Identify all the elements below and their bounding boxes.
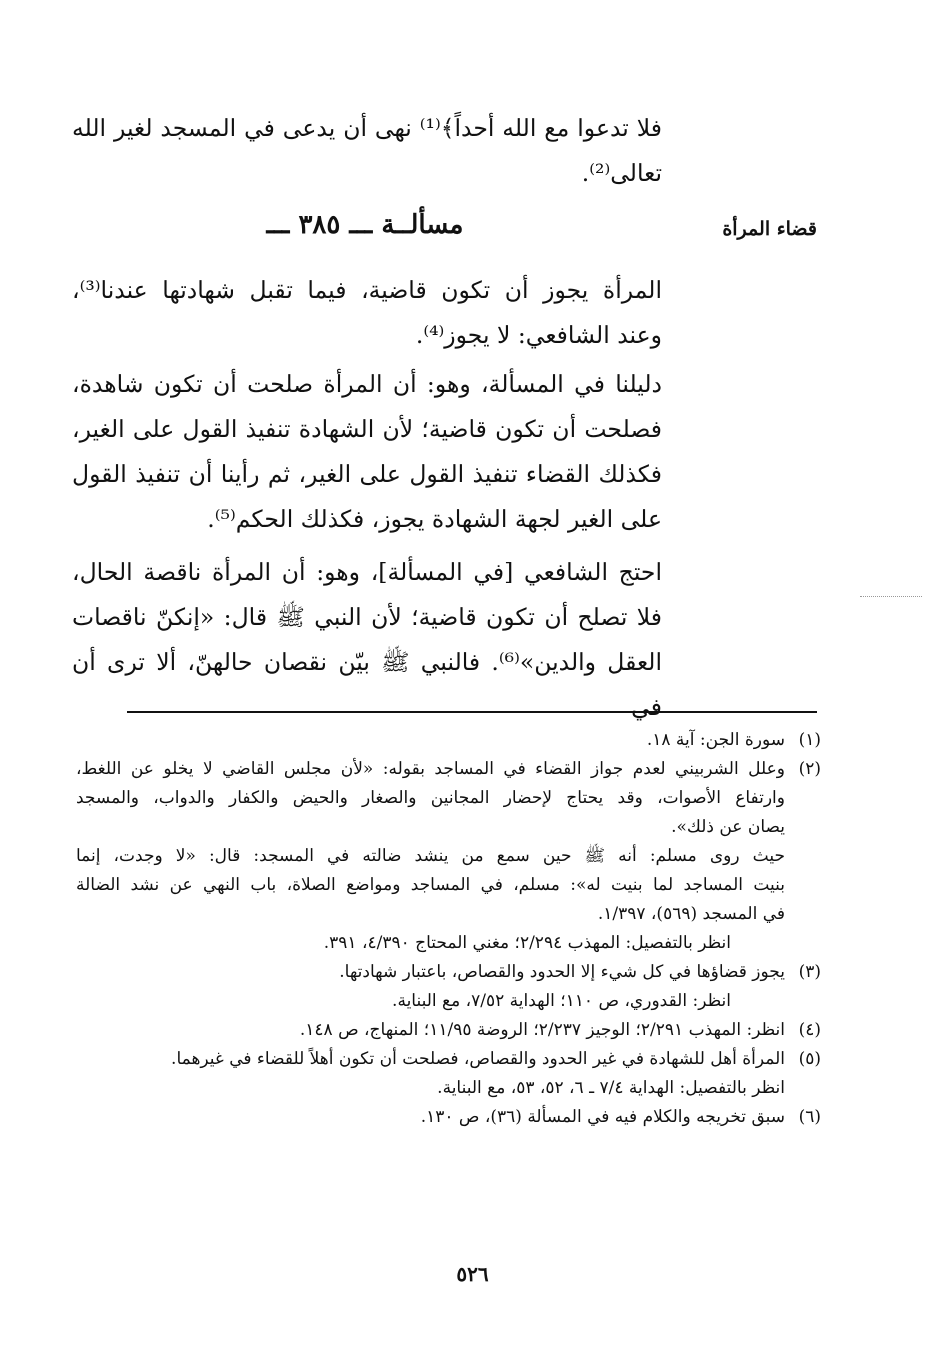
footnote bbox=[76, 1016, 821, 1045]
footnote-line: انظر بالتفصيل: الهداية ٧/٤ ـ ٦، ٥٢، ٥٣، مع البناية. bbox=[437, 1078, 785, 1098]
footnote bbox=[76, 987, 821, 1016]
paragraph-text bbox=[72, 362, 662, 542]
text-line: فكذلك القضاء تنفيذ القول على الغير، ثم رأينا أن تنفيذ القول bbox=[72, 460, 662, 488]
text-line: احتج الشافعي [في المسألة]، وهو: أن المرأة ناقصة الحال، bbox=[72, 558, 662, 586]
footnote-line: وعلل الشربيني لعدم جواز القضاء في المساجد بقوله: «لأن مجلس القاضي لا يخلو عن اللغط، bbox=[76, 759, 785, 779]
footnote-line: انظر: المهذب ٢/٢٩١؛ الوجيز ٢/٢٣٧؛ الروضة ١١/٩٥؛ المنهاج، ص ١٤٨. bbox=[299, 1020, 785, 1040]
footnote-line: انظر: القدوري، ص ١١٠؛ الهداية ٧/٥٢، مع البناية. bbox=[392, 991, 731, 1011]
paragraph-text bbox=[72, 268, 662, 358]
text-line: دليلنا في المسألة، وهو: أن المرأة صلحت أن تكون شاهدة، bbox=[72, 370, 662, 398]
paragraph-evidence bbox=[72, 362, 662, 542]
paragraph-text bbox=[72, 106, 662, 196]
text-line: تعالى⁽²⁾. bbox=[581, 159, 662, 187]
footnote-separator bbox=[127, 711, 817, 713]
text-line: وعند الشافعي: لا يجوز⁽⁴⁾. bbox=[415, 321, 662, 349]
paragraph-statement bbox=[72, 268, 662, 358]
footnote bbox=[76, 1074, 821, 1103]
footnote bbox=[76, 929, 821, 958]
text-line: فلا تصلح أن تكون قاضية؛ لأن النبي ﷺ قال: «إنكنّ ناقصات bbox=[72, 603, 662, 631]
text-line: فلا تدعوا مع الله أحداً﴾⁽¹⁾ نهى أن يدعى في المسجد لغير الله bbox=[72, 114, 662, 142]
footnote-number: (٢) bbox=[798, 759, 821, 779]
footnote-number: (١) bbox=[798, 730, 821, 750]
footnote-line: سورة الجن: آية ١٨. bbox=[646, 730, 785, 750]
footnote-number: (٤) bbox=[798, 1020, 821, 1040]
text-line: على الغير لجهة الشهادة يجوز، فكذلك الحكم⁽⁵⁾. bbox=[207, 505, 662, 533]
side-label: قضاء المرأة bbox=[722, 218, 817, 240]
footnote-line: في المسجد (٥٦٩)، ١/٣٩٧. bbox=[597, 904, 785, 924]
footnotes bbox=[76, 726, 821, 1132]
footnote-number: (٦) bbox=[798, 1107, 821, 1127]
paragraph-shafii-argument bbox=[72, 550, 662, 730]
footnote-line: يصان عن ذلك». bbox=[671, 817, 785, 837]
footnote-line: المرأة أهل للشهادة في غير الحدود والقصاص، فصلحت أن تكون أهلاً للقضاء في غيرهما. bbox=[171, 1049, 785, 1069]
scan-mark bbox=[860, 596, 922, 597]
issue-heading: مسألــة ـــ ٣٨٥ ـــ bbox=[266, 210, 464, 240]
page-number: ٥٢٦ bbox=[456, 1262, 489, 1286]
text-line: العقل والدين»⁽⁶⁾. فالنبي ﷺ بيّن نقصان حالهنّ، ألا ترى أن في bbox=[72, 648, 662, 721]
paragraph-text bbox=[72, 550, 662, 730]
footnote-number: (٥) bbox=[798, 1049, 821, 1069]
footnote bbox=[76, 726, 821, 755]
footnote bbox=[76, 1103, 821, 1132]
footnote-line: يجوز قضاؤها في كل شيء إلا الحدود والقصاص، باعتبار شهادتها. bbox=[339, 962, 785, 982]
footnote-line: سبق تخريجه والكلام فيه في المسألة (٣٦)، ص ١٣٠. bbox=[420, 1107, 785, 1127]
footnote bbox=[76, 755, 821, 842]
footnote bbox=[76, 842, 821, 929]
text-line: المرأة يجوز أن تكون قاضية، فيما تقبل شهادتها عندنا⁽³⁾، bbox=[72, 276, 662, 304]
footnote bbox=[76, 958, 821, 987]
footnote-number: (٣) bbox=[798, 962, 821, 982]
footnote bbox=[76, 1045, 821, 1074]
footnote-line: بنيت المساجد لما بنيت له»: مسلم، في المساجد ومواضع الصلاة، باب النهي عن نشد الضالة bbox=[76, 875, 785, 895]
text-line: فصلحت أن تكون قاضية؛ لأن الشهادة تنفيذ القول على الغير، bbox=[72, 415, 662, 443]
continued-paragraph bbox=[72, 106, 662, 196]
footnote-line: انظر بالتفصيل: المهذب ٢/٢٩٤؛ مغني المحتاج ٤/٣٩٠، ٣٩١. bbox=[323, 933, 731, 953]
footnote-line: حيث روى مسلم: أنه ﷺ حين سمع من ينشد ضالته في المسجد: قال: «لا وجدت، إنما bbox=[76, 846, 785, 866]
footnote-line: وارتفاع الأصوات، وقد يحتاج لإحضار المجانين والصغار والحيض والكفار والدواب، والمسجد bbox=[76, 788, 785, 808]
